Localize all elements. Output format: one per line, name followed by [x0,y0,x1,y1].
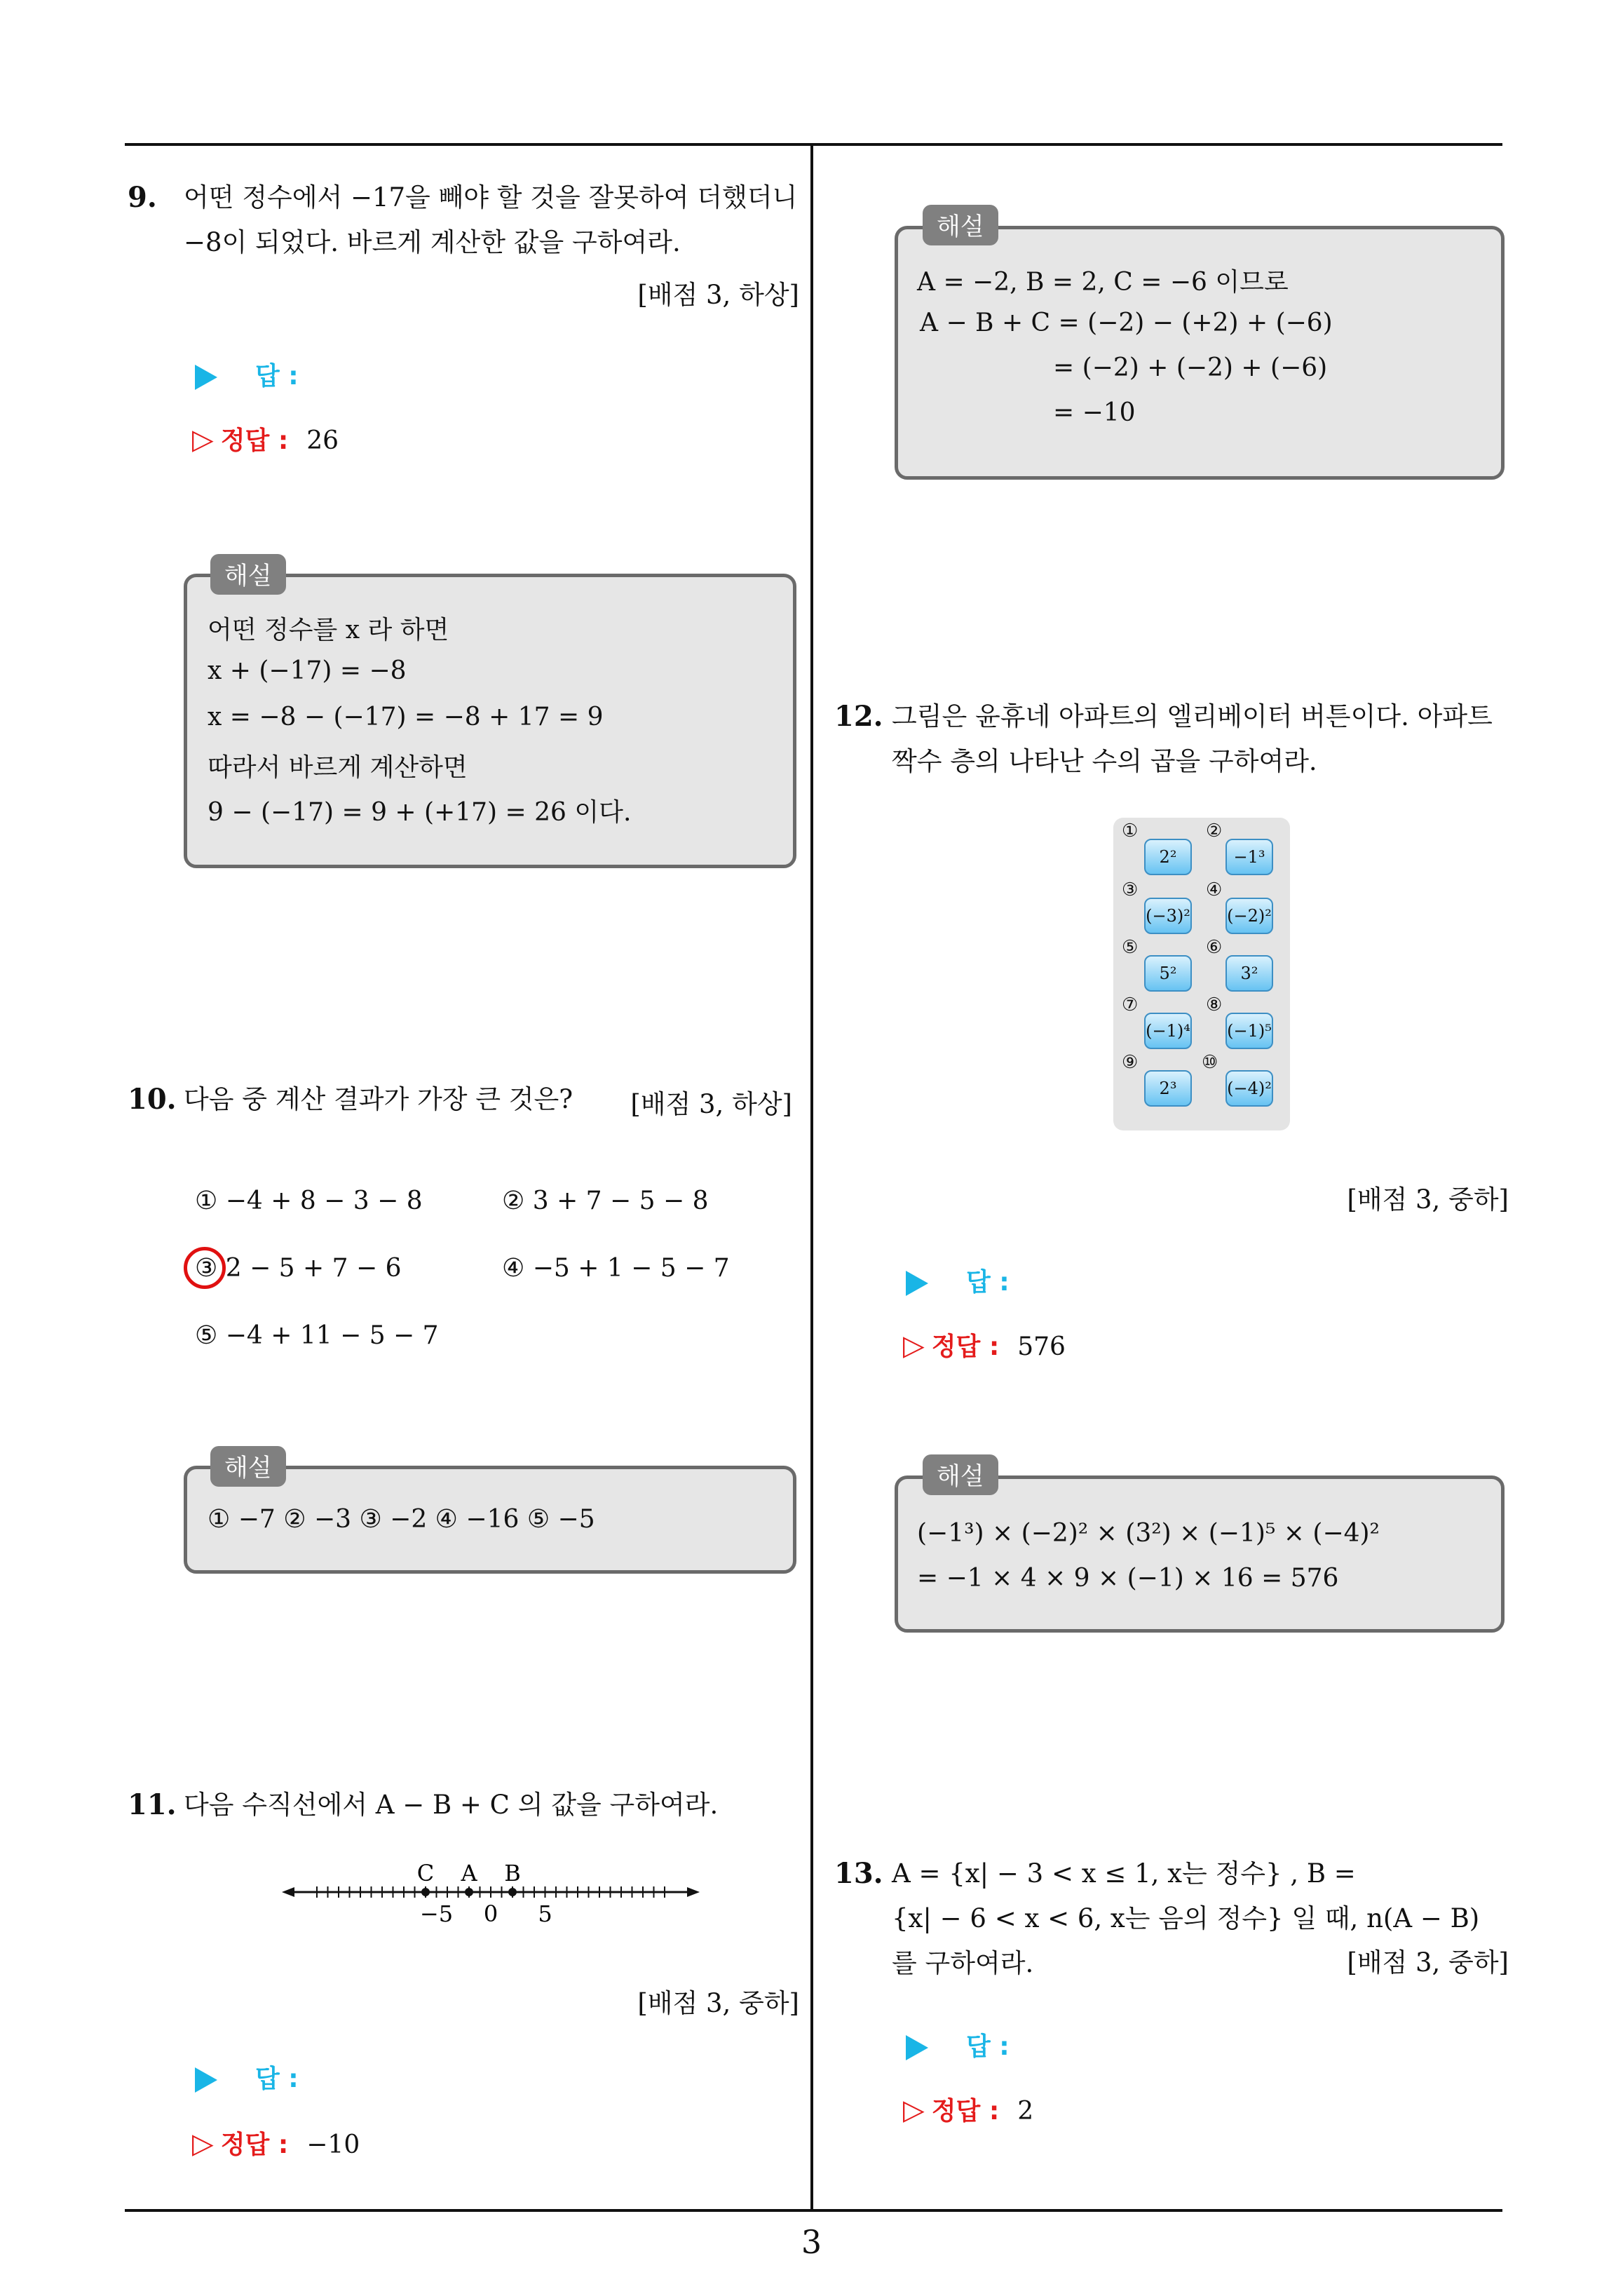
question-number: 9. [128,181,157,214]
point-c [421,1888,430,1896]
choice-3[interactable]: ③ 2 − 5 + 7 − 6 [195,1254,402,1283]
correct-label: 정답 : [931,1332,1000,1361]
play-icon [906,1271,928,1296]
explanation-line: x = −8 − (−17) = −8 + 17 = 9 [208,703,604,731]
correct-value: −10 [306,2130,360,2159]
explanation-box [895,1475,1505,1633]
correct-value: 26 [306,426,339,455]
elevator-button[interactable]: 2³ [1144,1070,1192,1107]
floor-number: ⑤ [1122,937,1139,958]
outline-triangle-icon: ▷ [903,2094,925,2126]
explanation-line: 9 − (−17) = 9 + (+17) = 26 이다. [208,798,632,827]
correct-label: 정답 : [220,426,289,455]
question-text [184,175,808,265]
floor-number: ① [1122,821,1139,842]
question-line: 어떤 정수에서 −17을 빼야 할 것을 잘못하여 더했더니 [184,182,798,212]
correct-answer-row [903,2091,1033,2127]
answer-label: 답 : [255,362,299,391]
question-text: 다음 중 계산 결과가 가장 큰 것은? [184,1084,573,1114]
floor-number: ② [1206,821,1223,842]
elevator-button[interactable]: 5² [1144,955,1192,992]
score: [배점 3, 하상] [630,1089,792,1119]
answer-label: 답 : [966,2032,1010,2061]
tick-label: −5 [419,1900,454,1927]
choice-2[interactable]: ② 3 + 7 − 5 − 8 [502,1187,709,1215]
score: [배점 3, 중하] [637,1988,799,2018]
elevator-button[interactable]: 2² [1144,839,1192,875]
floor-number: ⑥ [1206,937,1223,958]
choice-4[interactable]: ④ −5 + 1 − 5 − 7 [502,1254,730,1283]
answer-row[interactable] [906,1262,1010,1298]
correct-value: 576 [1017,1332,1066,1361]
point-b [508,1888,517,1896]
correct-label: 정답 : [931,2097,1000,2126]
point-label-a: A [461,1860,477,1886]
explanation-line: 따라서 바르게 계산하면 [208,753,468,782]
right-arrow-icon [687,1887,700,1897]
answer-label: 답 : [255,2065,299,2093]
explanation-line: = −1 × 4 × 9 × (−1) × 16 = 576 [917,1564,1339,1593]
answer-row[interactable] [195,2059,299,2095]
answer-label: 답 : [966,1268,1010,1297]
question-line: A = {x| − 3 < x ≤ 1, x는 정수} , B = [892,1858,1356,1889]
play-icon [195,2067,217,2093]
number-line [280,1858,701,1936]
floor-number: ④ [1206,879,1223,900]
choice-1[interactable]: ① −4 + 8 − 3 − 8 [195,1187,423,1215]
correct-value: 2 [1017,2097,1034,2126]
explanation-line: x + (−17) = −8 [208,656,407,685]
left-arrow-icon [282,1887,294,1897]
question-line: 를 구하여라. [892,1948,1034,1978]
top-rule [125,143,1502,146]
explanation-line: = (−2) + (−2) + (−6) [1053,353,1328,382]
point-label-c: C [416,1860,435,1886]
choice-5[interactable]: ⑤ −4 + 11 − 5 − 7 [195,1321,439,1350]
answer-row[interactable] [195,356,299,392]
page-number: 3 [801,2223,822,2261]
explanation-line: A = −2, B = 2, C = −6 이므로 [917,268,1289,297]
score: [배점 3, 중하] [1347,1184,1509,1215]
floor-number: ⑨ [1122,1052,1139,1073]
question-line: −8이 되었다. 바르게 계산한 값을 구하여라. [184,227,681,257]
elevator-button[interactable]: (−2)² [1225,898,1273,934]
column-divider [810,144,813,2210]
outline-triangle-icon: ▷ [192,2128,214,2160]
elevator-button[interactable]: (−1)⁴ [1144,1013,1192,1049]
point-a [465,1888,473,1896]
correct-answer-row [192,2125,360,2161]
floor-number: ⑦ [1122,994,1139,1015]
elevator-panel [1113,818,1290,1130]
explanation-line: ① −7 ② −3 ③ −2 ④ −16 ⑤ −5 [208,1505,595,1534]
question-number: 10. [128,1083,177,1116]
question-number: 12. [834,700,883,733]
explanation-tag: 해설 [923,1454,998,1495]
elevator-button[interactable]: (−4)² [1225,1070,1273,1107]
question-text: 다음 수직선에서 A − B + C 의 값을 구하여라. [184,1790,719,1820]
floor-number: ⑩ [1202,1052,1218,1073]
explanation-line: A − B + C = (−2) − (+2) + (−6) [920,309,1333,337]
question-text [892,694,1509,784]
explanation-line: = −10 [1053,398,1136,427]
floor-number: ③ [1122,879,1139,900]
question-number: 11. [128,1788,177,1821]
explanation-line: (−1³) × (−2)² × (3²) × (−1)⁵ × (−4)² [917,1519,1380,1548]
outline-triangle-icon: ▷ [192,424,214,456]
correct-label: 정답 : [220,2130,289,2159]
score: [배점 3, 중하] [1347,1947,1509,1978]
point-label-b: B [504,1860,521,1886]
play-icon [906,2035,928,2060]
floor-number: ⑧ [1206,994,1223,1015]
explanation-tag: 해설 [210,1446,286,1487]
explanation-tag: 해설 [210,554,286,595]
explanation-tag: 해설 [923,205,998,245]
elevator-button[interactable]: −1³ [1225,839,1273,875]
answer-row[interactable] [906,2027,1010,2062]
elevator-button[interactable]: (−3)² [1144,898,1192,934]
play-icon [195,365,217,390]
correct-answer-row [903,1327,1066,1363]
tick-label: 5 [538,1900,552,1927]
question-line: 그림은 윤휴네 아파트의 엘리베이터 버튼이다. 아파트 [892,701,1493,731]
bottom-rule [125,2209,1502,2212]
explanation-line: 어떤 정수를 x 라 하면 [208,616,449,644]
question-line: {x| − 6 < x < 6, x는 음의 정수} 일 때, n(A − B) [892,1903,1480,1933]
outline-triangle-icon: ▷ [903,1330,925,1362]
elevator-button[interactable]: 3² [1225,955,1273,992]
tick-label: 0 [483,1900,498,1927]
question-number: 13. [834,1857,883,1890]
score: [배점 3, 하상] [637,280,799,310]
question-line: 짝수 층의 나타난 수의 곱을 구하여라. [892,746,1317,776]
correct-answer-row [192,421,339,457]
elevator-button[interactable]: (−1)⁵ [1225,1013,1273,1049]
